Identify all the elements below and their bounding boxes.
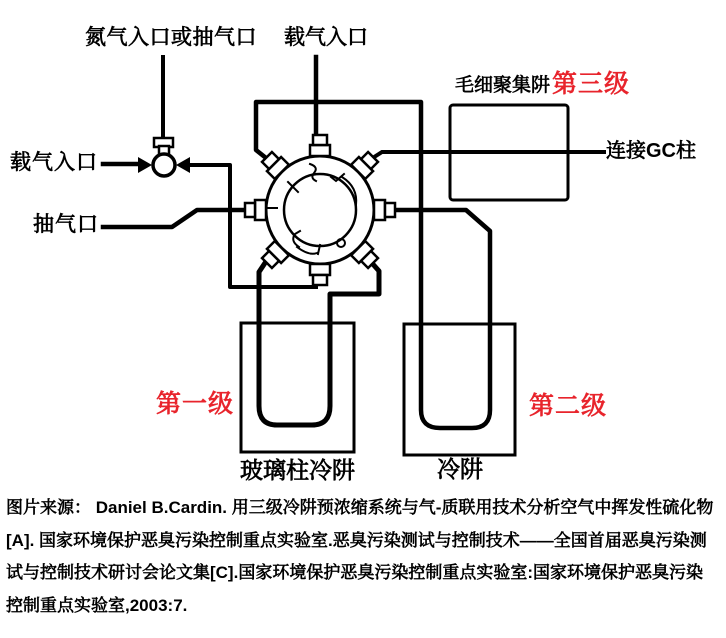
label-carrier-inlet-left: 载气入口: [10, 151, 98, 174]
inlet-valve-right-fitting: [176, 157, 190, 173]
inlet-valve: [138, 138, 190, 176]
label-stage3: 第三级: [552, 70, 631, 98]
citation-line: 图片来源： Daniel B.Cardin. 用三级冷阱预浓缩系统与气-质联用技术分析空气中挥发性硫化物: [6, 498, 714, 517]
citation-line: [A]. 国家环境保护恶臭污染控制重点实验室.恶臭污染测试与控制技术——全国首届恶臭污染测: [6, 530, 707, 550]
pump-port-line: [103, 210, 246, 227]
label-nitrogen-inlet: 氮气入口或抽气口: [85, 26, 257, 49]
label-carrier-inlet-top: 载气入口: [284, 26, 368, 49]
label-glass-column-trap: 玻璃柱冷阱: [240, 457, 355, 483]
inlet-valve-body: [153, 154, 175, 176]
label-stage1: 第一级: [156, 390, 235, 418]
citation-line: 控制重点实验室,2003:7.: [6, 595, 188, 615]
label-capillary-trap: 毛细聚集阱: [455, 75, 551, 96]
label-gc-column: 连接GC柱: [606, 140, 696, 162]
rotary-valve: [245, 135, 395, 285]
label-stage2: 第二级: [529, 392, 608, 420]
label-pump-port: 抽气口: [33, 213, 99, 236]
inlet-valve-left-fitting: [138, 157, 152, 173]
label-cold-trap: 冷阱: [437, 456, 483, 482]
citation-line: 试与控制技术研讨会论文集[C].国家环境保护恶臭污染控制重点实验室:国家环境保护恶臭污染: [6, 563, 703, 582]
figure-citation: [6, 492, 722, 622]
